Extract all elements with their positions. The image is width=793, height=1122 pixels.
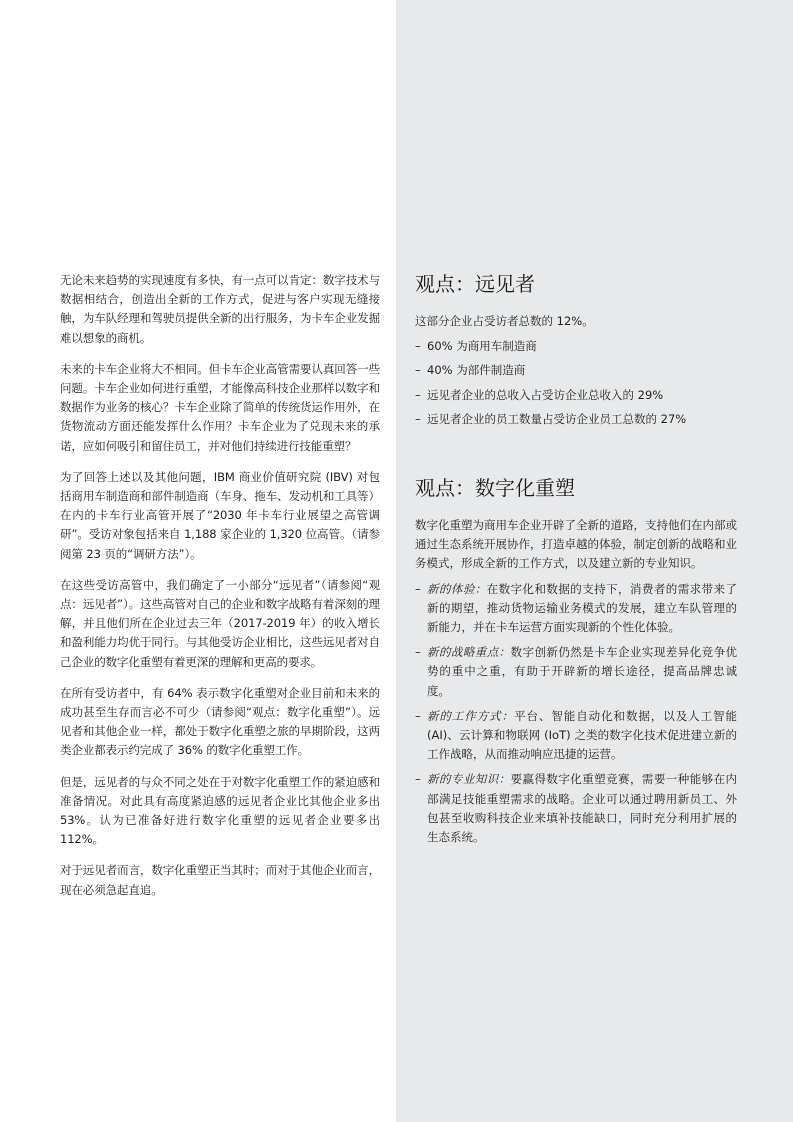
visionaries-heading: 观点：远见者 (415, 272, 535, 296)
body-paragraph: 对于远见者而言，数字化重塑正当其时；而对于其他企业而言，现在必须急起直追。 (60, 863, 380, 897)
visionaries-sidebar (415, 270, 737, 434)
main-text-column (60, 271, 380, 912)
visionaries-list (415, 337, 737, 429)
body-paragraph: 在所有受访者中，有 64% 表示数字化重塑对企业目前和未来的成功甚至生存而言必不可少（请参阅“观点：数字化重塑”）。远见者和其他企业一样，都处于数字化重塑之旅的早期阶段，这两类企业都表示约完成了 36% 的数字化重塑工作。 (60, 685, 380, 758)
body-paragraph: 为了回答上述以及其他问题，IBM 商业价值研究院 (IBV) 对包括商用车制造商和部件制造商（车身、拖车、发动机和工具等）在内的卡车行业高管开展了“2030 年卡车行业展望之高管调研”。受访对象包括来自 1,188 家企业的 1,320 位高管。（请参阅第 23 页的“调研方法”）。 (60, 469, 380, 561)
digital-reinvention-intro: 数字化重塑为商用车企业开辟了全新的道路，支持他们在内部或通过生态系统开展协作，打造卓越的体验，制定创新的战略和业务模式，形成全新的工作方式，以及建立新的专业知识。 (415, 518, 737, 571)
list-item (415, 770, 737, 847)
visionaries-intro: 这部分企业占受访者总数的 12%。 (415, 314, 594, 328)
body-paragraph: 无论未来趋势的实现速度有多快，有一点可以肯定：数字技术与数据相结合，创造出全新的工作方式，促进与客户实现无缝接触，为车队经理和驾驶员提供全新的出行服务，为卡车企业发掘难以想象的商机。 (60, 273, 380, 345)
item-term: 新的专业知识： (427, 772, 511, 787)
digital-reinvention-sidebar (415, 474, 737, 853)
item-term: 新的工作方式： (427, 708, 515, 723)
list-item (415, 580, 737, 638)
list-item: – 远见者企业的总收入占受访企业总收入的 29% (415, 386, 737, 405)
list-item (415, 707, 737, 765)
list-item (415, 643, 737, 701)
digital-reinvention-list (415, 580, 737, 848)
body-paragraph: 在这些受访高管中，我们确定了一小部分“远见者”（请参阅“观点：远见者”）。这些高管对自己的企业和数字战略有着深刻的理解，并且他们所在企业过去三年（2017-2019 年）的收入增长和盈利能力均优于同行。与其他受访企业相比，这些远见者对自己企业的数字化重塑有着更深的理解和更高的要求。 (60, 577, 380, 669)
item-term: 新的体验： (427, 581, 487, 596)
list-item: – 60% 为商用车制造商 (415, 337, 737, 356)
list-item: – 远见者企业的员工数量占受访企业员工总数的 27% (415, 410, 737, 429)
item-text: 数字创新仍然是卡车企业实现差异化竞争优势的重中之重，有助于开辟新的增长途径，提高品牌忠诚度。 (427, 645, 738, 698)
body-paragraph: 未来的卡车企业将大不相同。但卡车企业高管需要认真回答一些问题。卡车企业如何进行重塑，才能像高科技企业那样以数字和数据作为业务的核心？卡车企业除了简单的传统货运作用外，在货物流动方面还能发挥什么作用？卡车企业为了兑现未来的承诺，应如何吸引和留住员工，并对他们持续进行技能重塑？ (60, 361, 380, 453)
body-paragraph: 但是，远见者的与众不同之处在于对数字化重塑工作的紧迫感和准备情况。对此具有高度紧迫感的远见者企业比其他企业多出 53%。认为已准备好进行数字化重塑的远见者企业要多出 112%。 (60, 774, 380, 847)
item-text: 在数字化和数据的支持下，消费者的需求带来了新的期望，推动货物运输业务模式的发展，建立车队管理的新能力，并在卡车运营方面实现新的个性化体验。 (427, 581, 738, 635)
item-term: 新的战略重点： (427, 645, 511, 660)
digital-reinvention-heading: 观点：数字化重塑 (415, 476, 575, 500)
item-text: 平台、智能自动化和数据，以及人工智能 (AI)、云计算和物联网 (IoT) 之类的数字化技术促进建立新的工作战略，从而推动响应迅捷的运营。 (427, 708, 737, 762)
list-item: – 40% 为部件制造商 (415, 361, 737, 380)
item-text: 要赢得数字化重塑竞赛，需要一种能够在内部满足技能重塑需求的战略。企业可以通过聘用新员工、外包甚至收购科技企业来填补技能缺口，同时充分利用扩展的生态系统。 (427, 772, 738, 845)
